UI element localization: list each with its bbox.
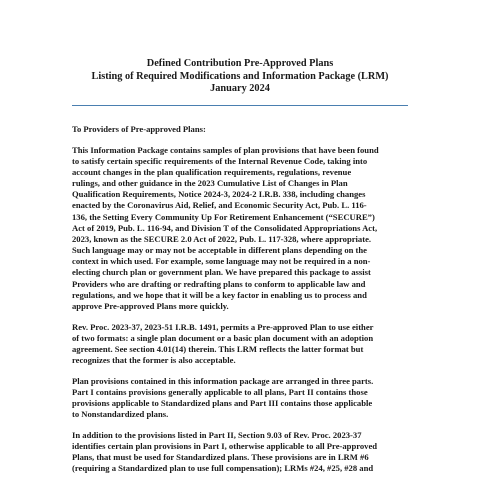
paragraph-line: This Information Package contains samples of plan provisions that have been found (72, 144, 379, 155)
paragraph-line: Rev. Proc. 2023-37, 2023-51 I.R.B. 1491, permits a Pre-approved Plan to use either (72, 321, 374, 332)
paragraph-line: (requiring a Standardized plan to use full compensation); LRMs #24, #25, #28 and (72, 463, 374, 474)
paragraph-line: to Nonstandardized plans. (72, 409, 169, 420)
paragraph-line: recognizes that the former is also acceptable. (72, 354, 236, 365)
header-divider (72, 105, 408, 106)
paragraph-rev-proc-formats (72, 322, 408, 367)
header-date: January 2024 (210, 83, 270, 94)
paragraph-line: 136, the Setting Every Community Up For Retirement Enhancement (“SECURE”) (72, 211, 375, 222)
paragraph-line: agreement. See section 4.01(14) therein. This LRM reflects the latter format but (72, 343, 364, 354)
paragraph-line: to satisfy certain specific requirements of the Internal Revenue Code, taking into (72, 155, 368, 166)
paragraph-line: approve Pre-approved Plans more quickly. (72, 300, 229, 311)
paragraph-line: provisions applicable to Standardized plans and Part III contains those applicable (72, 397, 373, 408)
paragraph-line: Such language may or may not be acceptable in different plans depending on the (72, 245, 367, 256)
header-subtitle: Listing of Required Modifications and Information Package (LRM) (91, 70, 389, 82)
paragraph-line: of two formats: a single plan document or a basic plan document with an adoption (72, 332, 374, 343)
salutation: To Providers of Pre-approved Plans: (72, 124, 206, 134)
paragraph-standardized-provisions (72, 430, 408, 475)
paragraph-line: context in which used. For example, some language may not be required in a non- (72, 256, 371, 267)
paragraph-line: 2023, known as the SECURE 2.0 Act of 2022, Pub. L. 117-328, where appropriate. (72, 233, 372, 244)
paragraph-three-parts (72, 376, 408, 421)
document-body (72, 124, 408, 474)
paragraph-line: enacted by the Coronavirus Aid, Relief, and Economic Security Act, Pub. L. 116- (72, 200, 367, 211)
paragraph-line: Qualification Requirements, Notice 2024-3, 2024-2 I.R.B. 338, including changes (72, 189, 366, 200)
paragraph-line: Providers who are drafting or redrafting plans to conform to applicable law and (72, 278, 366, 289)
paragraph-line: electing church plan or government plan. We have prepared this package to assist (72, 267, 371, 278)
paragraph-line: identifies certain plan provisions in Part I, otherwise applicable to all Pre-approved (72, 440, 378, 451)
paragraph-line: Plans, that must be used for Standardized plans. These provisions are in LRM #6 (72, 452, 369, 463)
document-header (0, 58, 480, 96)
paragraph-line: In addition to the provisions listed in Part II, Section 9.03 of Rev. Proc. 2023-37 (72, 429, 362, 440)
paragraph-line: regulations, and we hope that it will be a key factor in enabling us to process and (72, 289, 367, 300)
paragraph-line: rulings, and other guidance in the 2023 Cumulative List of Changes in Plan (72, 178, 348, 189)
header-title: Defined Contribution Pre-Approved Plans (146, 58, 334, 69)
paragraph-information-package (72, 145, 408, 312)
paragraph-line: account changes in the plan qualification requirements, regulations, revenue (72, 166, 352, 177)
paragraph-line: Plan provisions contained in this information package are arranged in three parts. (72, 375, 374, 386)
paragraph-line: Part I contains provisions generally applicable to all plans, Part II contains those (72, 386, 368, 397)
paragraph-line: Act of 2019, Pub. L. 116-94, and Division T of the Consolidated Appropriations Act, (72, 222, 378, 233)
